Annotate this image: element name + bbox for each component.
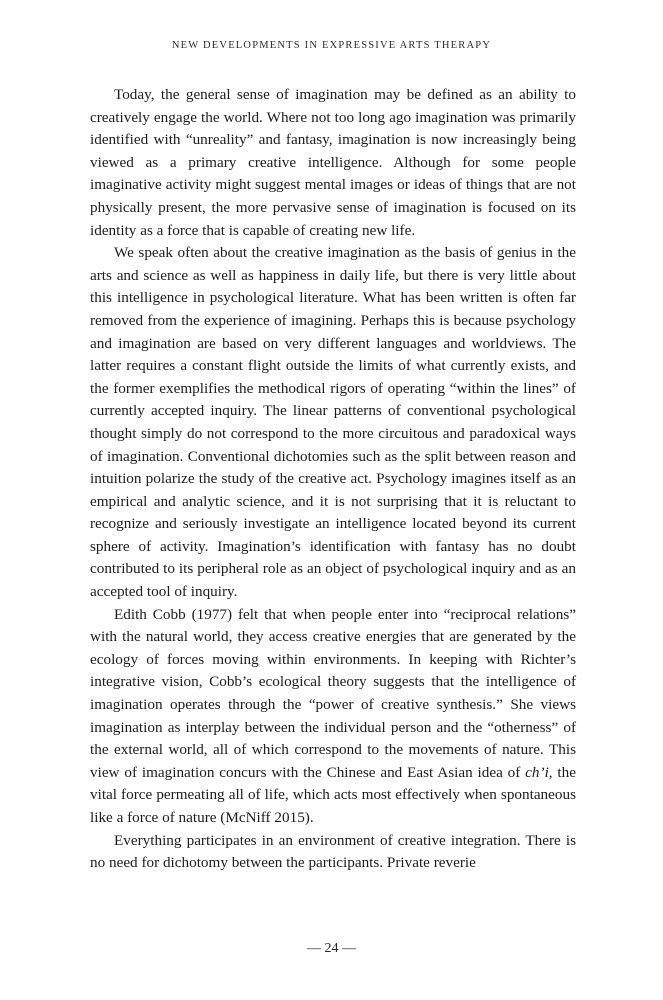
page-number: — 24 — — [307, 941, 356, 956]
paragraph-3-text-after: , the vital force permeating all of life, which acts most effectively when spontaneous like a force of nature (McNiff 2015). — [90, 763, 576, 826]
paragraph-2: We speak often about the creative imagination as the basis of genius in the arts and science as well as happiness in daily life, but there is very little about this intelligence in psychological literature. What has been written is often far removed from the experience of imagining. Perhaps this is because psychology and imagination are based on very different languages and worldviews. The latter requires a constant flight outside the limits of what currently exists, and the former exemplifies the methodical rigors of operating “within the lines” of currently accepted inquiry. The linear patterns of conventional psychological thought simply do not correspond to the more circuitous and paradoxical ways of imagination. Conventional dichotomies such as the split between reason and intuition polarize the study of the creative act. Psychology imagines itself as an empirical and analytic science, and it is not surprising that it is reluctant to recognize and seriously investigate an intelligence located beyond its current sphere of activity. Imagination’s identification with fantasy has no doubt contributed to its peripheral role as an object of psychological inquiry and as an accepted tool of inquiry. — [90, 244, 576, 601]
paragraph-3-text-before: Edith Cobb (1977) felt that when people enter into “reciprocal relations” with the natural world, they access creative energies that are generated by the ecology of forces moving within environments. In keeping with Richter’s integrative vision, Cobb’s ecological theory suggests that the intelligence of imagination operates through the “power of creative synthesis.” She views imagination as interplay between the individual person and the “otherness” of the external world, all of which correspond to the movements of nature. This view of imagination concurs with the Chinese and East Asian idea of — [90, 605, 576, 781]
body-text — [90, 84, 576, 875]
paragraph-3 — [90, 604, 576, 830]
italic-term-chi: ch’i — [525, 763, 549, 781]
paragraph-1: Today, the general sense of imagination may be defined as an ability to creatively engage the world. Where not too long ago imagination was primarily identified with “unreality” and fantasy, imagination is now increasingly being viewed as a primary creative intelligence. Although for some people imaginative activity might suggest mental images or ideas of things that are not physically present, the more pervasive sense of imagination is focused on its identity as a force that is capable of creating new life. — [90, 86, 576, 239]
running-head: NEW DEVELOPMENTS IN EXPRESSIVE ARTS THERAPY — [171, 40, 492, 51]
paragraph-4: Everything participates in an environment of creative integration. There is no need for dichotomy between the participants. Private reverie — [90, 831, 576, 872]
